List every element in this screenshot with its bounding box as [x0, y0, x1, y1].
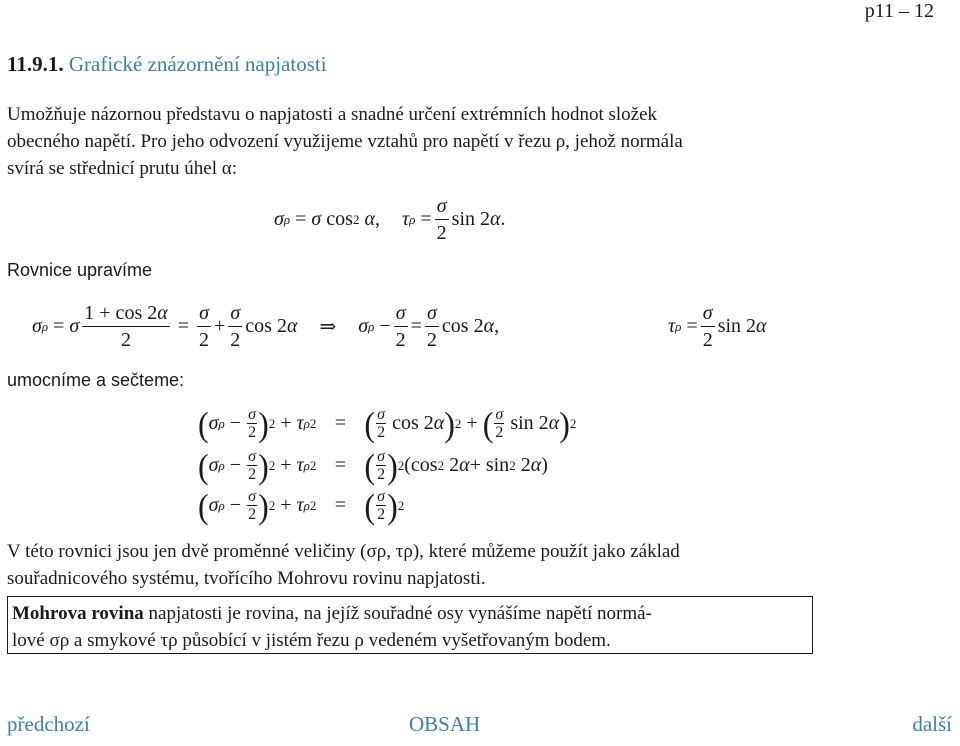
conclusion-line-1: V této rovnici jsou jen dvě proměnné veličiny (σρ, τρ), které můžeme použít jako základ	[7, 541, 680, 562]
definition-line-2: lové σρ a smykové τρ působící v jistém řezu ρ vedeném vyšetřovaným bodem.	[12, 630, 611, 651]
square-sum-label: umocníme a sečteme:	[7, 370, 185, 390]
intro-line-2: obecného napětí. Pro jeho odvození využijeme vztahů pro napětí v řezu ρ, jehož normála	[7, 131, 683, 152]
squared-equation-2: ( σ ρ − $\frac{\sigma}{2}$ ) 2 + τ ρ 2 = ( $\frac{\sigma}{2}$ ) 2 (cos 2 2 α + sin 2 2 α )	[198, 445, 548, 486]
rearranged-equation: σ ρ = σ $\frac{1 + \cos 2\alpha}{2}$ = $\frac{\sigma}{2}$ + $\frac{\sigma}{2}$ cos 2 α ⇒ σ ρ − $\frac{\sigma}{2}$ = $\frac{\sigma}{2}$ cos 2 α ,	[32, 302, 500, 351]
squared-equation-1: ( σ ρ − $\frac{\sigma}{2}$ ) 2 + τ ρ 2 = ( $\frac{\sigma}{2}$ cos 2 α ) 2 + ( $\frac{\sigma}{2}$ sin 2 α ) 2	[198, 403, 577, 444]
contents-link[interactable]: OBSAH	[409, 712, 481, 736]
mohr-circle-equation: ( σ ρ − $\frac{\sigma}{2}$ ) 2 + τ ρ 2 = ( $\frac{\sigma}{2}$ ) 2	[198, 485, 405, 526]
prev-link[interactable]: předchozí	[7, 712, 90, 736]
next-link[interactable]: další	[912, 712, 952, 736]
definition-line-1-text: napjatosti je rovina, na jejíž souřadné osy vynášíme napětí normá-	[143, 603, 652, 624]
section-number: 11.9.1.	[7, 52, 64, 76]
conclusion-line-2: souřadnicového systému, tvořícího Mohrovu rovinu napjatosti.	[7, 568, 486, 589]
definition-term: Mohrova rovina	[12, 603, 144, 624]
page-number: p11 – 12	[864, 0, 934, 22]
shear-equation: τ ρ = $\frac{\sigma}{2}$ sin 2 α	[668, 302, 767, 351]
section-title: Grafické znázornění napjatosti	[68, 52, 327, 76]
definition-line-1	[12, 600, 808, 627]
rearrange-label: Rovnice upravíme	[7, 260, 153, 280]
section-heading	[7, 52, 327, 77]
definition-box	[7, 596, 813, 654]
stress-equation: σ ρ = σ cos 2 α , τ ρ = $\frac{\sigma}{2}$ sin 2 α .	[274, 195, 506, 244]
intro-line-1: Umožňuje názornou představu o napjatosti a snadné určení extrémních hodnot složek	[7, 104, 658, 125]
intro-line-3: svírá se střednicí prutu úhel α:	[7, 158, 237, 179]
